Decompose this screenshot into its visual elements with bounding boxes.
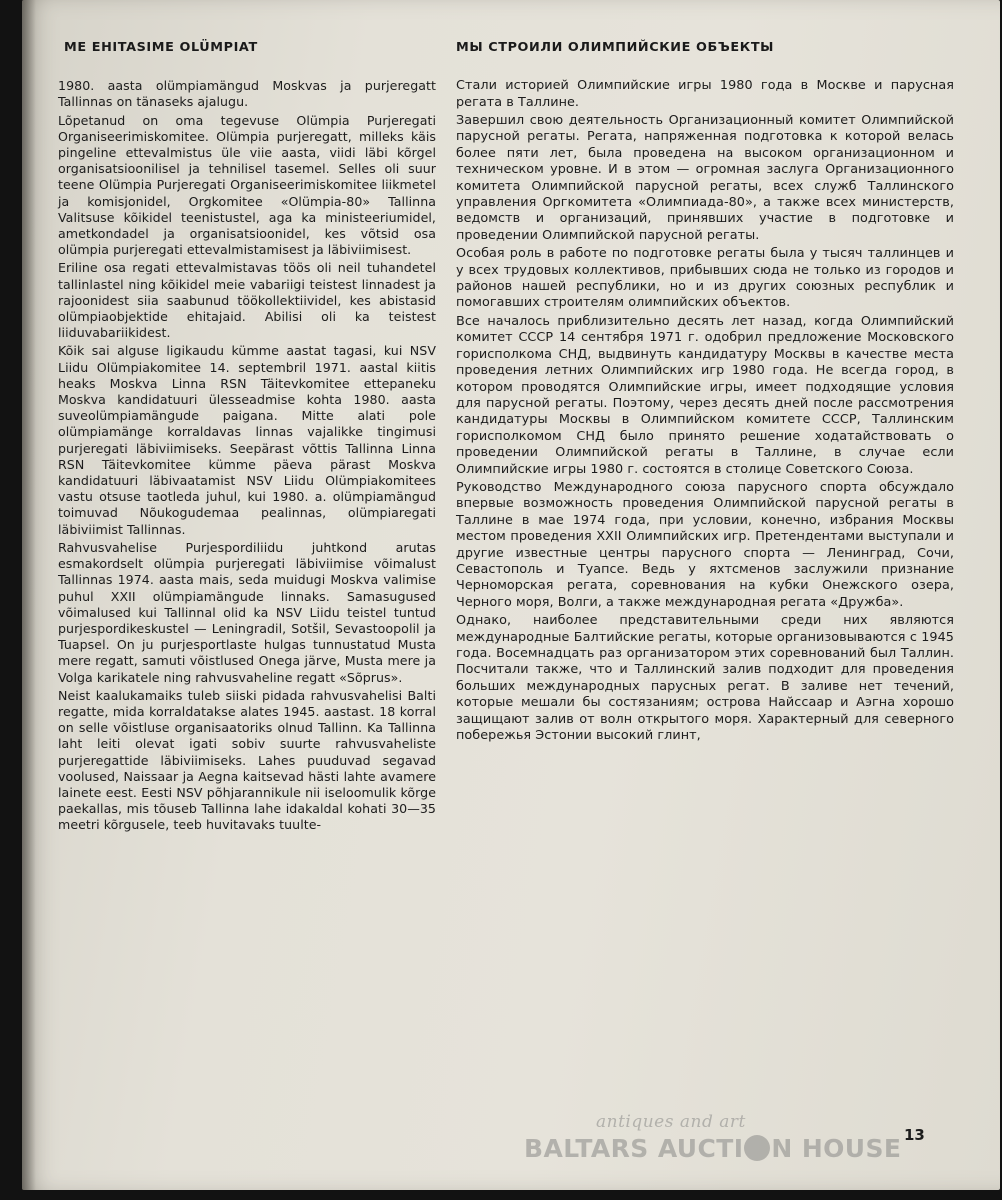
watermark-title-part-2: N HOUSE bbox=[771, 1134, 902, 1163]
watermark-title bbox=[524, 1134, 901, 1163]
page-fold-shadow bbox=[22, 0, 36, 1190]
estonian-article-heading: ME EHITASIME OLÜMPIAT bbox=[64, 40, 258, 55]
estonian-paragraph-5: Rahvusvahelise Purjespordiliidu juhtkond arutas esmakordselt olümpia purjeregati läbiviimise võimalust Tallinnas 1974. aasta mais, seda muidugi Moskva valimise puhul XXII olümpiamängude linnaks. Samasugused võimalused kui Tallinnal olid ka NSV Liidu teistel tuntud purjespordikeskustel — Leningradil, Sotšil, Sevastoopolil ja Tuapsel. On ju purjesportlaste hulgas tunnustatud Musta mere regatt, samuti võistlused Onega järve, Musta mere ja Volga karikatele ning rahvusvaheline regatt «Sõprus». bbox=[58, 539, 436, 685]
russian-paragraph-5: Руководство Международного союза парусного спорта обсуждало впервые возможность проведения Олимпийской парусной регаты в Таллине в мае 1974 года, при условии, конечно, избрания Москвы местом проведения XXII Олимпийских игр. Претендентами выступали и другие известные центры парусного спорта — Ленинград, Сочи, Севастополь и Туапсе. Ведь у яхтсменов заслужили признание Черноморская регата, соревнования на кубки Онежского озера, Черного моря, Волги, а также международная регата «Дружба». bbox=[456, 479, 954, 610]
page-number: 13 bbox=[904, 1126, 925, 1144]
russian-paragraph-2: Завершил свою деятельность Организационный комитет Олимпийской парусной регаты. Регата, напряженная подготовка к которой велась более пяти лет, была проведена на высоком организационном и техническом уровне. И в этом — огромная заслуга Организационного комитета Олимпийской парусной регаты, всех служб Таллинского управления Оргкомитета «Олимпиада-80», а также всех министерств, ведомств и организаций, принявших участие в подготовке и проведении Олимпийской парусной регаты. bbox=[456, 113, 954, 243]
russian-article-heading: МЫ СТРОИЛИ ОЛИМПИЙСКИЕ ОБЪЕКТЫ bbox=[456, 40, 775, 55]
estonian-paragraph-1: 1980. aasta olümpiamängud Moskvas ja purjeregatt Tallinnas on tänaseks ajalugu. bbox=[58, 78, 436, 110]
russian-paragraph-1: Стали историей Олимпийские игры 1980 года в Москве и парусная регата в Таллине. bbox=[456, 78, 954, 110]
watermark-title-part-1: BALTARS AUCTI bbox=[524, 1134, 744, 1163]
russian-paragraph-3: Особая роль в работе по подготовке регаты была у тысяч таллинцев и у всех трудовых коллективов, прибывших сюда не только из городов и районов нашей республики, но и из других союзных республик и помогавших строителям олимпийских объектов. bbox=[456, 246, 954, 311]
auction-house-watermark bbox=[500, 1112, 920, 1182]
estonian-paragraph-2: Lõpetanud on oma tegevuse Olümpia Purjeregati Organiseerimiskomitee. Olümpia purjeregatt, milleks käis pingeline ettevalmistus üle viie aasta, viidi läbi kõrgel organisatsioonilisel ja tehnilisel tasemel. Selles oli suur teene Olümpia Purjeregati Organiseerimiskomitee liikmetel ja komisjonidel, Orgkomitee «Olümpia-80» Tallinna Valitsuse kõikidel teenistustel, aga ka ministeeriumidel, ametkondadel ja organisatsioonidel, kes võtsid osa olümpia purjeregati ettevalmistamisest ja läbiviimisest. bbox=[58, 112, 436, 258]
watermark-subtitle: antiques and art bbox=[596, 1112, 746, 1132]
estonian-paragraph-4: Kõik sai alguse ligikaudu kümme aastat tagasi, kui NSV Liidu Olümpiakomitee 14. septembril 1971. aastal kiitis heaks Moskva Linna RSN Täitevkomitee ettepaneku Moskva kandidatuuri ülesseadmise kohta 1980. aasta suveolümpiamängude paigana. Mitte alati pole olümpiamänge korraldavas linnas vajalikke tingimusi purjeregati läbiviimiseks. Seepärast võttis Tallinna Linna RSN Täitevkomitee kümme päeva pärast Moskva kandidatuuri läbivaatamist NSV Liidu Olümpiakomitees vastu otsuse taotleda juhul, kui 1980. a. olümpiamängud toimuvad Nõukogudemaa pealinnas, olümpiaregati läbiviimist Tallinnas. bbox=[58, 343, 436, 537]
russian-paragraph-4: Все началось приблизительно десять лет назад, когда Олимпийский комитет СССР 14 сентября 1971 г. одобрил предложение Московского горисполкома СНД, выдвинуть кандидатуру Москвы в качестве места проведения летних Олимпийских игр 1980 года. Не всегда город, в котором проводятся Олимпийские игры, имеет подходящие условия для парусной регаты. Поэтому, через десять дней после рассмотрения кандидатуры Москвы в Олимпийском комитете СССР, Таллинским горисполкомом СНД было принято решение ходатайствовать о проведении Олимпийской регаты в Таллине, в случае если Олимпийские игры 1980 г. состоятся в столице Советского Союза. bbox=[456, 313, 954, 477]
estonian-paragraph-3: Eriline osa regati ettevalmistavas töös oli neil tuhandetel tallinlastel ning kõikidel meie vabariigi teistest linnadest ja rajoonidest siia saabunud töökollektiividel, kes abistasid olümpiaobjektide ehitajaid. Abilisi oli ka teistest liiduvabariikidest. bbox=[58, 260, 436, 341]
russian-paragraph-6: Однако, наиболее представительными среди них являются международные Балтийские регаты, которые организовываются с 1945 года. Восемнадцать раз организатором этих соревнований был Таллин. Посчитали также, что и Таллинский залив подходит для проведения больших международных парусных регат. В заливе нет течений, которые мешали бы состязаниям; острова Найссаар и Аэгна хорошо защищают залив от волн открытого моря. Характерный для северного побережья Эстонии высокий глинт, bbox=[456, 613, 954, 744]
estonian-article-column bbox=[58, 40, 436, 836]
estonian-paragraph-6: Neist kaalukamaiks tuleb siiski pidada rahvusvahelisi Balti regatte, mida korraldatakse alates 1945. aastast. 18 korral on selle võistluse organisaatoriks olnud Tallinn. Ka Tallinna laht leiti olevat igati sobiv suurte rahvusvaheliste purjeregattide läbiviimiseks. Lahes puuduvad segavad voolused, Naissaar ja Aegna kaitsevad hästi lahte avamere lainete eest. Eesti NSV põhjarannikule nii iseloomulik kõrge paekallas, mis tõuseb Tallinna lahe idakaldal kohati 30—35 meetri kõrgusele, teeb huvitavaks tuulte- bbox=[58, 687, 436, 833]
watermark-ball-icon bbox=[744, 1135, 770, 1161]
russian-article-column bbox=[456, 40, 954, 746]
